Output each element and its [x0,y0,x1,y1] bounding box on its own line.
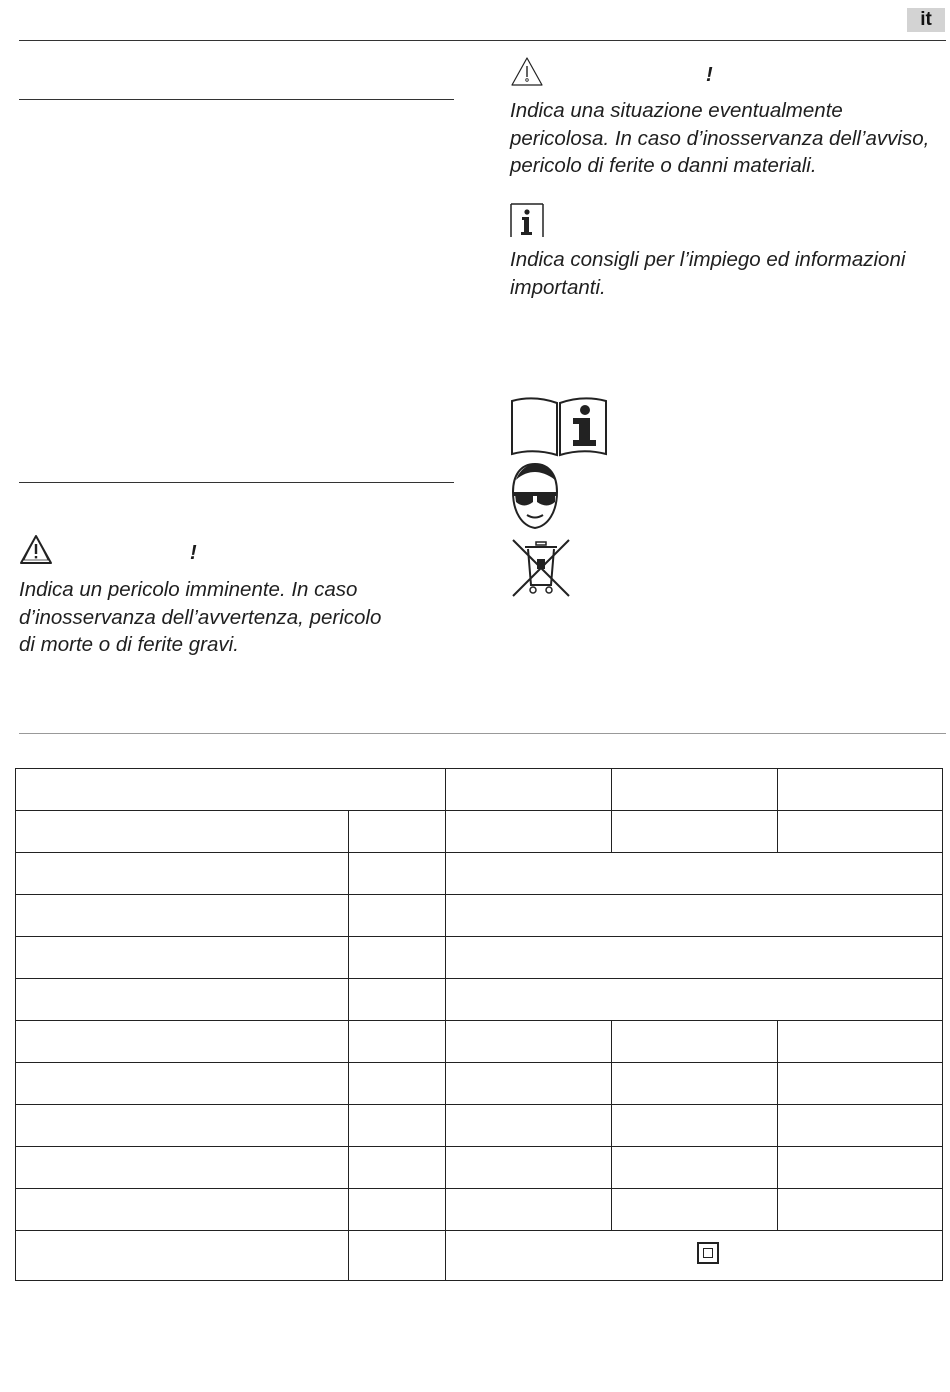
info-text-line: Indica consigli per l’impiego ed informazioni [510,248,906,271]
table-cell [349,937,446,979]
left-section-rule-1 [19,99,454,100]
table-cell [16,1105,349,1147]
info-text [510,246,946,301]
table-cell [446,979,943,1021]
table-row [16,853,943,895]
table-row [16,979,943,1021]
table-cell [446,1147,612,1189]
table-cell [778,1021,943,1063]
table-header-cell [16,769,446,811]
read-manual-icon [510,393,608,459]
table-cell [778,1063,943,1105]
table-header-cell [446,769,612,811]
table-row [16,937,943,979]
caution-text-line: Indica una situazione eventualmente [510,99,843,122]
table-row [16,1021,943,1063]
table-cell [446,1021,612,1063]
table-cell [612,1105,778,1147]
table-cell [349,1063,446,1105]
table-cell [612,1189,778,1231]
table-row [16,1063,943,1105]
table-header-cell [612,769,778,811]
table-cell [16,1147,349,1189]
table-cell [446,811,612,853]
table-cell [612,1063,778,1105]
table-row [16,1105,943,1147]
top-rule [19,40,946,41]
table-row [16,811,943,853]
table-cell [16,895,349,937]
info-icon [510,203,544,238]
table-cell [16,1021,349,1063]
table-header-cell [778,769,943,811]
table-cell [446,1063,612,1105]
table-cell [778,1147,943,1189]
caution-text-line: pericolosa. In caso d’inosservanza dell’avviso, [510,126,930,150]
warning-text-line: d’inosservanza dell’avvertenza, pericolo [19,605,382,629]
table-cell [349,895,446,937]
table-row [16,895,943,937]
table-cell [16,1063,349,1105]
table-cell [446,937,943,979]
caution-exclamation: ! [706,64,713,86]
warning-triangle-icon [19,534,53,565]
caution-text [510,97,946,180]
table-cell [349,1021,446,1063]
table-cell [612,1021,778,1063]
table-cell [349,853,446,895]
left-section-rule-2 [19,482,454,483]
warning-text [19,576,449,659]
table-cell [349,1189,446,1231]
table-cell [16,853,349,895]
table-cell [612,1147,778,1189]
table-cell [446,853,943,895]
protection-class-ii-icon [697,1242,719,1264]
table-cell [349,979,446,1021]
table-row [16,1231,943,1281]
info-text-line: importanti. [510,275,606,299]
table-cell [446,1189,612,1231]
table-cell [16,1189,349,1231]
caution-text-line: pericolo di ferite o danni materiali. [510,154,817,177]
table-cell [349,1231,446,1281]
table-cell [778,1189,943,1231]
table-row [16,1147,943,1189]
language-badge: it [907,8,945,32]
spec-table [15,768,943,1281]
table-cell [349,1147,446,1189]
table-cell [778,811,943,853]
table-cell [349,811,446,853]
table-cell [446,1105,612,1147]
table-section-rule [19,733,946,734]
safety-glasses-icon [510,462,560,530]
table-cell [16,937,349,979]
warning-text-line: di morte o di ferite gravi. [19,633,239,656]
warning-text-line: Indica un pericolo imminente. In caso [19,578,358,601]
table-cell [446,1231,943,1281]
table-cell [16,1231,349,1281]
warning-exclamation: ! [190,542,197,564]
table-cell [349,1105,446,1147]
table-cell [16,811,349,853]
table-cell [16,979,349,1021]
table-header-row [16,769,943,811]
caution-triangle-icon [510,56,544,87]
table-row [16,1189,943,1231]
table-cell [446,895,943,937]
table-cell [612,811,778,853]
weee-crossed-bin-icon [510,537,572,599]
table-cell [778,1105,943,1147]
